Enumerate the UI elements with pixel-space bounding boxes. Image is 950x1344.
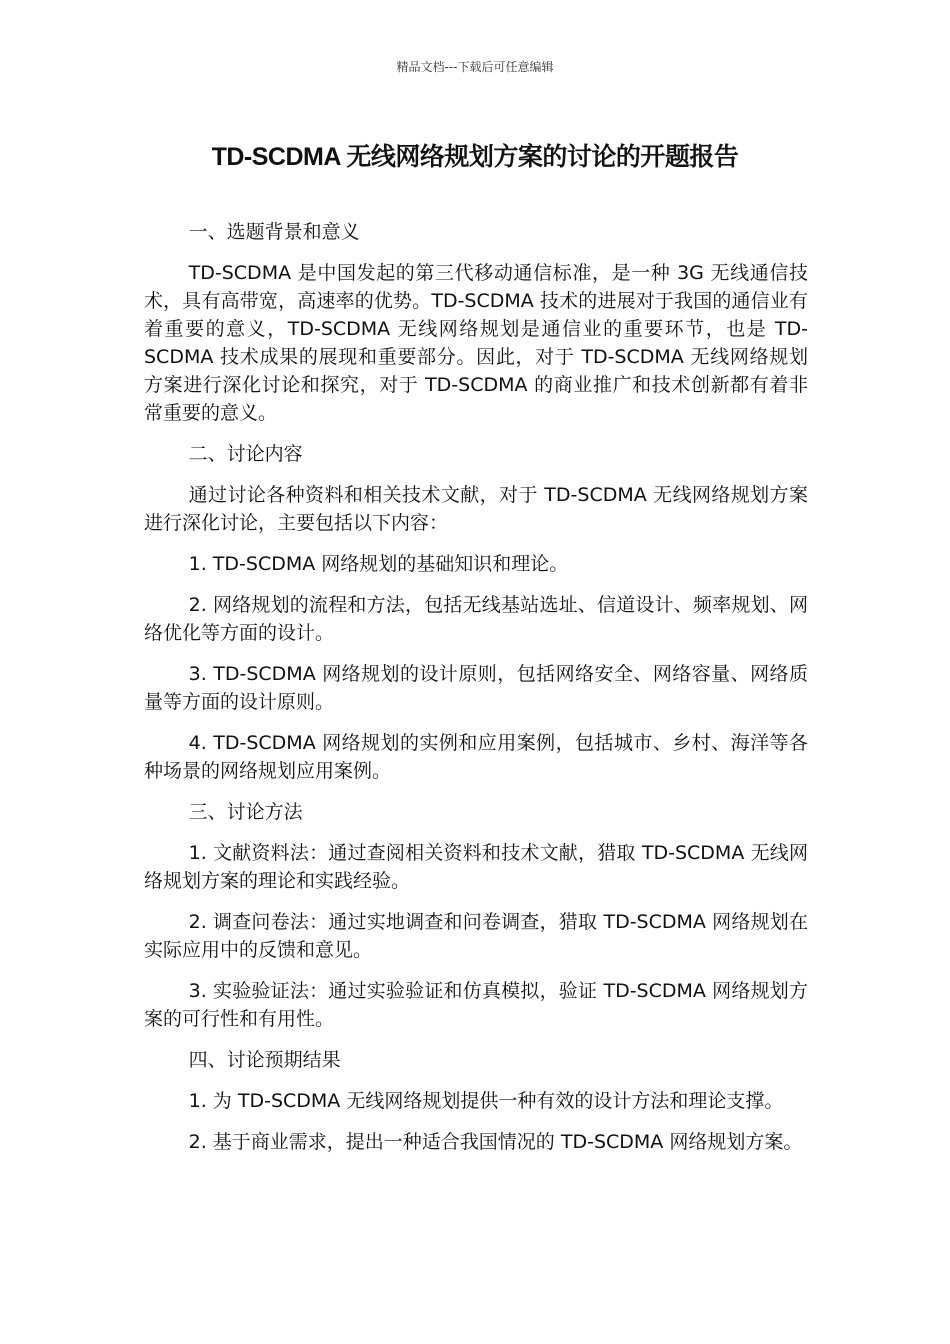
list-item: 1. 文献资料法：通过查阅相关资料和技术文献，猎取 TD-SCDMA 无线网络规划方案的理论和实践经验。 [144, 842, 808, 892]
list-item: 3. TD-SCDMA 网络规划的设计原则，包括网络安全、网络容量、网络质量等方面的设计原则。 [144, 663, 808, 713]
header-note: 精品文档---下载后可任意编辑 [396, 60, 554, 74]
section-heading: 四、讨论预期结果 [188, 1049, 341, 1071]
list-item: 2. 基于商业需求，提出一种适合我国情况的 TD-SCDMA 网络规划方案。 [188, 1131, 803, 1153]
section-heading: 一、选题背景和意义 [188, 221, 360, 243]
paragraph: 通过讨论各种资料和相关技术文献，对于 TD-SCDMA 无线网络规划方案进行深化讨论，主要包括以下内容： [144, 484, 808, 534]
document-body [144, 218, 808, 1169]
section-heading: 三、讨论方法 [188, 801, 303, 823]
section-heading: 二、讨论内容 [188, 443, 303, 465]
list-item: 4. TD-SCDMA 网络规划的实例和应用案例，包括城市、乡村、海洋等各种场景的网络规划应用案例。 [144, 732, 808, 782]
document-title: TD-SCDMA 无线网络规划方案的讨论的开题报告 [211, 143, 739, 171]
list-item: 3. 实验验证法：通过实验验证和仿真模拟，验证 TD-SCDMA 网络规划方案的可行性和有用性。 [144, 980, 808, 1030]
list-item: 2. 网络规划的流程和方法，包括无线基站选址、信道设计、频率规划、网络优化等方面的设计。 [144, 594, 808, 644]
list-item: 2. 调查问卷法：通过实地调查和问卷调查，猎取 TD-SCDMA 网络规划在实际应用中的反馈和意见。 [144, 911, 808, 961]
list-item: 1. 为 TD-SCDMA 无线网络规划提供一种有效的设计方法和理论支撑。 [188, 1090, 784, 1112]
paragraph: TD-SCDMA 是中国发起的第三代移动通信标准，是一种 3G 无线通信技术，具有高带宽，高速率的优势。TD-SCDMA 技术的进展对于我国的通信业有着重要的意义，TD-SCDMA 无线网络规划是通信业的重要环节，也是 TD-SCDMA 技术成果的展现和重要部分。因此，对于 TD-SCDMA 无线网络规划方案进行深化讨论和探究，对于 TD-SCDMA 的商业推广和技术创新都有着非常重要的意义。 [144, 262, 808, 424]
list-item: 1. TD-SCDMA 网络规划的基础知识和理论。 [188, 553, 569, 575]
